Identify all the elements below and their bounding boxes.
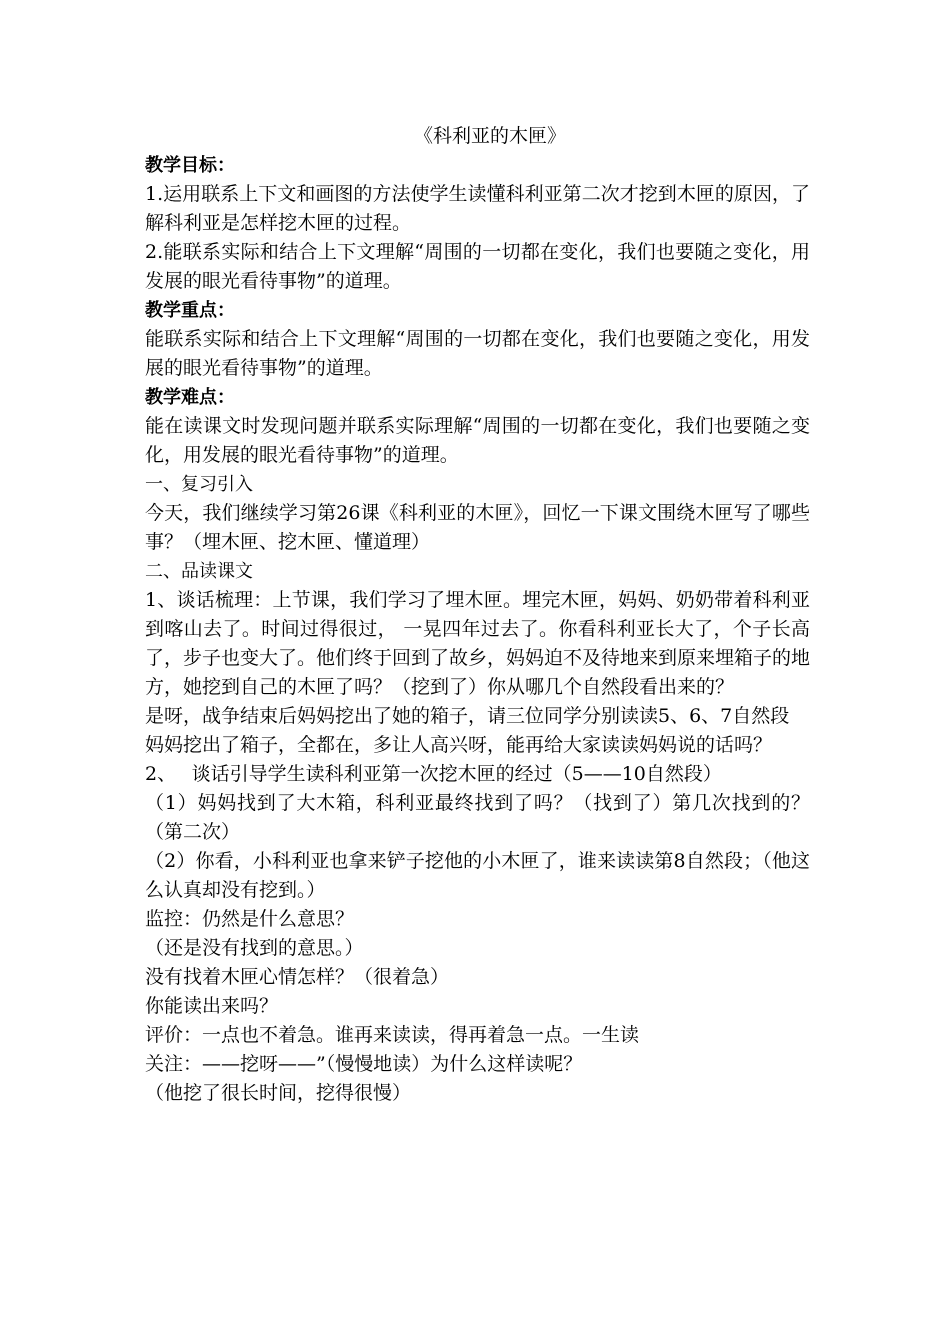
section-heading: 教学重点： xyxy=(145,300,235,321)
document-body xyxy=(145,151,810,1108)
section-heading: 教学难点： xyxy=(145,387,235,408)
document-title: 《科利亚的木匣》 xyxy=(413,125,566,147)
paragraph: 妈妈挖出了箱子，全都在，多让人高兴呀，能再给大家读读妈妈说的话吗？ xyxy=(145,734,773,756)
document-page xyxy=(145,122,810,1108)
paragraph: 今天，我们继续学习第26课《科利亚的木匣》，回忆一下课文围绕木匣写了哪些事？（埋木匣、挖木匣、懂道理） xyxy=(145,502,810,553)
paragraph: 评价：一点也不着急。谁再来读读，得再着急一点。一生读 xyxy=(145,1024,640,1046)
paragraph: 1.运用联系上下文和画图的方法使学生读懂科利亚第二次才挖到木匣的原因，了解科利亚是怎样挖木匣的过程。 xyxy=(145,183,810,234)
paragraph: 能联系实际和结合上下文理解“周围的一切都在变化，我们也要随之变化，用发展的眼光看待事物”的道理。 xyxy=(145,328,810,379)
paragraph: （还是没有找到的意思。） xyxy=(145,937,364,959)
paragraph: （2）你看，小科利亚也拿来铲子挖他的小木匣了，谁来读读第8自然段；（他这么认真却没有挖到。） xyxy=(145,850,810,901)
paragraph: 2.能联系实际和结合上下文理解“周围的一切都在变化，我们也要随之变化，用发展的眼光看待事物”的道理。 xyxy=(145,241,810,292)
numbered-paragraph: 2、 谈话引导学生读科利亚第一次挖木匣的经过（5——10自然段） xyxy=(145,763,722,785)
paragraph: 能在读课文时发现问题并联系实际理解“周围的一切都在变化，我们也要随之变化，用发展的眼光看待事物”的道理。 xyxy=(145,415,810,466)
paragraph: 关注：——挖呀——”（慢慢地读）为什么这样读呢？ xyxy=(145,1053,583,1075)
section-heading: 教学目标： xyxy=(145,155,235,176)
paragraph: （1）妈妈找到了大木箱，科利亚最终找到了吗？（找到了）第几次找到的？（第二次） xyxy=(145,792,810,843)
section-title: 一、复习引入 xyxy=(145,474,253,495)
paragraph: 你能读出来吗？ xyxy=(145,995,279,1017)
paragraph: （他挖了很长时间，挖得很慢） xyxy=(145,1082,412,1104)
paragraph: 没有找着木匣心情怎样？（很着急） xyxy=(145,966,450,988)
paragraph: 监控：仍然是什么意思？ xyxy=(145,908,355,930)
section-title: 二、品读课文 xyxy=(145,561,253,582)
paragraph: 是呀，战争结束后妈妈挖出了她的箱子，请三位同学分别读读5、6、7自然段 xyxy=(145,705,790,727)
paragraph: 1、谈话梳理：上节课，我们学习了埋木匣。埋完木匣，妈妈、奶奶带着科利亚到喀山去了。时间过得很过， 一晃四年过去了。你看科利亚长大了，个子长高了，步子也变大了。他们终于回到了故乡，妈妈迫不及待地来到原来埋箱子的地方，她挖到自己的木匣了吗？（挖到了）你从哪几个自然段看出来的？ xyxy=(145,589,811,698)
